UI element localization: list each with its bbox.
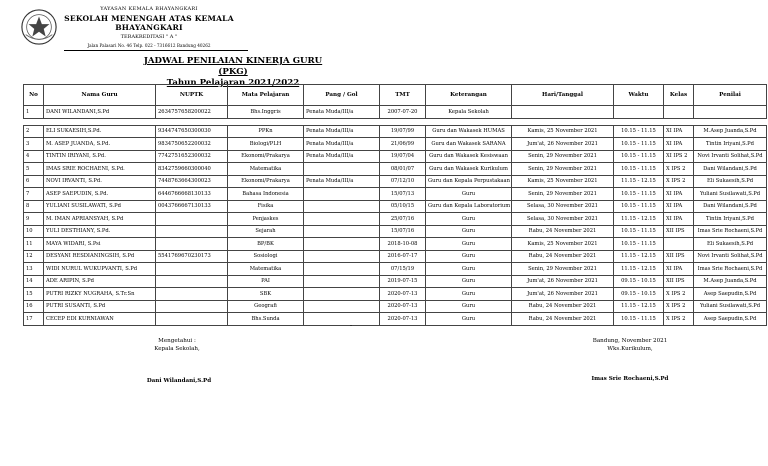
- class-cell: XI IPS 2: [664, 150, 694, 163]
- remark-cell: Guru dan Wakasek SARANA: [426, 138, 512, 151]
- col-nuptk-header: NUPTK: [156, 85, 228, 106]
- day-date-cell: Jum'at, 26 November 2021: [512, 288, 614, 301]
- principal-name: Dani Wilandani,S.Pd: [146, 378, 212, 384]
- subject-cell: Matematika: [228, 263, 304, 276]
- row-no-cell: 5: [24, 163, 44, 176]
- class-cell: [664, 238, 694, 251]
- place-date: Bandung, November 2021: [592, 338, 668, 344]
- rank-cell: [304, 275, 380, 288]
- foundation-name: YAYASAN KEMALA BHAYANGKARI: [100, 6, 198, 12]
- subject-cell: Sejarah: [228, 225, 304, 238]
- day-date-cell: Senin, 29 November 2021: [512, 150, 614, 163]
- assessor-cell: Yuliani Susilawati,S.Pd: [694, 188, 767, 201]
- rank-cell: [304, 225, 380, 238]
- table-row: [24, 213, 767, 226]
- rank-cell: [304, 300, 380, 313]
- tmt-cell: 05/10/15: [380, 200, 426, 213]
- col-keterangan-header: Keterangan: [426, 85, 512, 106]
- row-no-cell: 3: [24, 138, 44, 151]
- rank-cell: [304, 288, 380, 301]
- letterhead-divider: [64, 50, 248, 51]
- assessor-cell: Dani Wilandani,S.Pd: [694, 200, 767, 213]
- nuptk-cell: [156, 238, 228, 251]
- teacher-name-cell: ELI SUKAESIH,S.Pd.: [44, 125, 156, 138]
- time-cell: 10.15 - 11.15: [614, 138, 664, 151]
- teacher-name-cell: YULIANI SUSILAWATI, S.Pd: [44, 200, 156, 213]
- day-date-cell: Rabu, 24 November 2021: [512, 300, 614, 313]
- remark-cell: Guru: [426, 250, 512, 263]
- assessor-cell: Eli Sukaesih,S.Pd: [694, 238, 767, 251]
- rank-cell: [304, 238, 380, 251]
- row-no-cell: 10: [24, 225, 44, 238]
- col-hari-tanggal-header: Hari/Tanggal: [512, 85, 614, 106]
- nuptk-cell: 5541769670230173: [156, 250, 228, 263]
- teacher-name-cell: NOVI IRVANTI, S.Pd.: [44, 175, 156, 188]
- time-cell: 11.15 - 12.15: [614, 300, 664, 313]
- class-cell: XII IPS: [664, 250, 694, 263]
- tmt-cell: 15/07/13: [380, 188, 426, 201]
- teacher-name-cell: PUTRI SUSANTI, S.Pd: [44, 300, 156, 313]
- assessor-cell: Tintin Iriyani,S.Pd: [694, 138, 767, 151]
- table-row: [24, 288, 767, 301]
- rank-cell: [304, 188, 380, 201]
- col-nama-guru-header: Nama Guru: [44, 85, 156, 106]
- teacher-name-cell: WIDI NURUL WUKUPVANTI, S.Pd: [44, 263, 156, 276]
- rank-cell: Penata Muda/III/a: [304, 138, 380, 151]
- assessor-cell: Yuliani Susilawati,S.Pd: [694, 300, 767, 313]
- time-cell: 10.15 - 11.15: [614, 225, 664, 238]
- remark-cell: Guru: [426, 225, 512, 238]
- teacher-name-cell: M. IMAN APRIANSYAH, S.Pd: [44, 213, 156, 226]
- tmt-cell: 2020-07-13: [380, 288, 426, 301]
- title-line-1: JADWAL PENILAIAN KINERJA GURU (PKG): [143, 56, 323, 77]
- letterhead: [18, 4, 234, 52]
- day-date-cell: Rabu, 24 November 2021: [512, 225, 614, 238]
- time-cell: 11.15 - 12.15: [614, 250, 664, 263]
- col-kelas-header: Kelas: [664, 85, 694, 106]
- table-row: [24, 313, 767, 326]
- remark-cell: Kepala Sekolah: [426, 106, 512, 119]
- assessor-cell: M.Asep Juanda,S.Pd: [694, 125, 767, 138]
- teacher-name-cell: MAYA WIDARI, S.Psi: [44, 238, 156, 251]
- subject-cell: Ekonomi/Prakarya: [228, 150, 304, 163]
- separator-mark: -: [350, 322, 353, 329]
- table-header-row: [24, 85, 767, 106]
- time-cell: 10.15 - 11.15: [614, 200, 664, 213]
- table-row: [24, 188, 767, 201]
- teacher-name-cell: YULI DESTHIANY, S.Pd.: [44, 225, 156, 238]
- nuptk-cell: [156, 225, 228, 238]
- nuptk-cell: 7448763664300023: [156, 175, 228, 188]
- assessor-cell: Eli Sukaesih,S.Pd: [694, 175, 767, 188]
- row-no-cell: 12: [24, 250, 44, 263]
- remark-cell: Guru: [426, 313, 512, 326]
- tmt-cell: 2018-10-08: [380, 238, 426, 251]
- time-cell: 10.15 - 11.15: [614, 313, 664, 326]
- day-date-cell: Selasa, 30 November 2021: [512, 213, 614, 226]
- time-cell: 11.15 - 12.15: [614, 263, 664, 276]
- nuptk-cell: [156, 263, 228, 276]
- teacher-name-cell: DESYANI RESDIANINGSIH, S.Pd: [44, 250, 156, 263]
- subject-cell: PAI: [228, 275, 304, 288]
- acknowledged-label: Mengetahui :: [158, 338, 196, 344]
- subject-cell: PPKn: [228, 125, 304, 138]
- row-no-cell: 16: [24, 300, 44, 313]
- nuptk-cell: [156, 213, 228, 226]
- table-row: [24, 200, 767, 213]
- time-cell: 10.15 - 11.15: [614, 125, 664, 138]
- remark-cell: Guru dan Wakasek Kurikulum: [426, 163, 512, 176]
- day-date-cell: Senin, 29 November 2021: [512, 188, 614, 201]
- row-no-cell: 15: [24, 288, 44, 301]
- assessor-cell: Novi Irvanti Solihat,S.Pd: [694, 250, 767, 263]
- subject-cell: Bhs.Inggris: [228, 106, 304, 119]
- rank-cell: Penata Muda/III/a: [304, 150, 380, 163]
- school-name: SEKOLAH MENENGAH ATAS KEMALA BHAYANGKARI: [64, 14, 234, 32]
- day-date-cell: Rabu, 24 November 2021: [512, 313, 614, 326]
- row-no-cell: 9: [24, 213, 44, 226]
- schedule-table: [23, 84, 767, 326]
- nuptk-cell: 2634757658200022: [156, 106, 228, 119]
- table-row: [24, 125, 767, 138]
- nuptk-cell: 6446766668130133: [156, 188, 228, 201]
- assessor-cell: Novi Irvanti Solihat,S.Pd: [694, 150, 767, 163]
- tmt-cell: 2016-07-17: [380, 250, 426, 263]
- rank-cell: [304, 200, 380, 213]
- day-date-cell: Senin, 29 November 2021: [512, 263, 614, 276]
- class-cell: X IPS 2: [664, 288, 694, 301]
- subject-cell: SBK: [228, 288, 304, 301]
- tmt-cell: 19/07/99: [380, 125, 426, 138]
- class-cell: X IPS 2: [664, 313, 694, 326]
- signature-left: [142, 337, 212, 353]
- remark-cell: Guru: [426, 213, 512, 226]
- remark-cell: Guru dan Wakasek HUMAS: [426, 125, 512, 138]
- time-cell: [614, 106, 664, 119]
- day-date-cell: Kamis, 25 November 2021: [512, 175, 614, 188]
- teacher-name-cell: TINTIN IRIYANI, S.Pd.: [44, 150, 156, 163]
- teacher-name-cell: IMAS SRIE ROCHAENI, S.Pd.: [44, 163, 156, 176]
- table-row: [24, 163, 767, 176]
- remark-cell: Guru dan Kepala Laboratorium: [426, 200, 512, 213]
- tmt-cell: 2007-07-20: [380, 106, 426, 119]
- accreditation: TERAKREDITASI " A ": [120, 34, 178, 40]
- time-cell: 10.15 - 11.15: [614, 238, 664, 251]
- row-no-cell: 17: [24, 313, 44, 326]
- subject-cell: Bahasa Indonesia: [228, 188, 304, 201]
- tmt-cell: 19/07/04: [380, 150, 426, 163]
- assessor-cell: Imas Srie Rochaeni,S.Pd: [694, 263, 767, 276]
- tmt-cell: 2020-07-13: [380, 300, 426, 313]
- time-cell: 10.15 - 11.15: [614, 188, 664, 201]
- spacer-cell: [24, 118, 767, 125]
- col-pang-gol-header: Pang / Gol: [304, 85, 380, 106]
- remark-cell: Guru: [426, 300, 512, 313]
- tmt-cell: 15/07/16: [380, 225, 426, 238]
- teacher-name-cell: PUTRI RIZKY NUGRAHA, S.Tr.Sn: [44, 288, 156, 301]
- teacher-name-cell: ADE ARIPIN, S.Pd: [44, 275, 156, 288]
- rank-cell: [304, 213, 380, 226]
- day-date-cell: Jum'at, 26 November 2021: [512, 275, 614, 288]
- remark-cell: Guru: [426, 263, 512, 276]
- day-date-cell: [512, 106, 614, 119]
- rank-cell: [304, 313, 380, 326]
- assessor-cell: M.Asep Juanda,S.Pd: [694, 275, 767, 288]
- row-no-cell: 1: [24, 106, 44, 119]
- rank-cell: Penata Muda/III/a: [304, 175, 380, 188]
- class-cell: XI IPA: [664, 263, 694, 276]
- title-line-2: Tahun Pelajaran 2021/2022: [166, 78, 300, 88]
- tmt-cell: 07/15/19: [380, 263, 426, 276]
- rank-cell: Penata Muda/III/a: [304, 106, 380, 119]
- class-cell: XI IPA: [664, 188, 694, 201]
- subject-cell: Fisika: [228, 200, 304, 213]
- nuptk-cell: 9834750652200032: [156, 138, 228, 151]
- curriculum-name: Imas Srie Rochaeni,S.Pd: [591, 376, 669, 382]
- class-cell: X IPS 2: [664, 163, 694, 176]
- tmt-cell: 2020-07-13: [380, 313, 426, 326]
- assessor-cell: Dani Wilandani,S.Pd: [694, 163, 767, 176]
- subject-cell: Ekonomi/Prakarya: [228, 175, 304, 188]
- class-cell: X IPS 2: [664, 300, 694, 313]
- subject-cell: BP/BK: [228, 238, 304, 251]
- remark-cell: Guru dan Wakasek Kesiswaan: [426, 150, 512, 163]
- rank-cell: Penata Muda/III/a: [304, 125, 380, 138]
- subject-cell: Biologi/PLH: [228, 138, 304, 151]
- table-row: [24, 238, 767, 251]
- remark-cell: Guru dan Kepala Perpustakaan: [426, 175, 512, 188]
- table-row: [24, 106, 767, 119]
- table-row: [24, 263, 767, 276]
- subject-cell: Penjaskes: [228, 213, 304, 226]
- time-cell: 11.15 - 12.15: [614, 175, 664, 188]
- subject-cell: Sosiologi: [228, 250, 304, 263]
- row-no-cell: 11: [24, 238, 44, 251]
- time-cell: 10.15 - 11.15: [614, 150, 664, 163]
- row-no-cell: 7: [24, 188, 44, 201]
- table-row: [24, 175, 767, 188]
- tmt-cell: 08/01/07: [380, 163, 426, 176]
- class-cell: XI IPA: [664, 125, 694, 138]
- day-date-cell: Jum'at, 26 November 2021: [512, 138, 614, 151]
- school-logo-icon: [20, 8, 58, 46]
- col-mata-pelajaran-header: Mata Pelajaran: [228, 85, 304, 106]
- subject-cell: Matematika: [228, 163, 304, 176]
- assessor-cell: Imas Srie Rochaeni,S.Pd: [694, 225, 767, 238]
- time-cell: 10.15 - 11.15: [614, 163, 664, 176]
- time-cell: 09.15 - 10.15: [614, 275, 664, 288]
- teacher-name-cell: CECEP EDI KURNIAWAN: [44, 313, 156, 326]
- nuptk-cell: [156, 275, 228, 288]
- teacher-name-cell: ASEP SAEPUDIN, S.Pd.: [44, 188, 156, 201]
- principal-title: Kepala Sekolah,: [154, 346, 200, 352]
- remark-cell: Guru: [426, 238, 512, 251]
- nuptk-cell: 0043766667130133: [156, 200, 228, 213]
- row-no-cell: 8: [24, 200, 44, 213]
- day-date-cell: Kamis, 25 November 2021: [512, 238, 614, 251]
- tmt-cell: 21/06/99: [380, 138, 426, 151]
- row-no-cell: 13: [24, 263, 44, 276]
- table-row: [24, 300, 767, 313]
- school-address: Jalan Palasari No. 46 Telp. 022 - 7316612 Bandung 40262: [87, 43, 211, 48]
- col-penilai-header: Penilai: [694, 85, 767, 106]
- subject-cell: Bhs.Sunda: [228, 313, 304, 326]
- col-no-header: No: [24, 85, 44, 106]
- nuptk-cell: [156, 313, 228, 326]
- time-cell: 09.15 - 10.15: [614, 288, 664, 301]
- time-cell: 11.15 - 12.15: [614, 213, 664, 226]
- class-cell: [664, 106, 694, 119]
- day-date-cell: Kamis, 25 November 2021: [512, 125, 614, 138]
- day-date-cell: Senin, 29 November 2021: [512, 163, 614, 176]
- class-cell: XI IPA: [664, 138, 694, 151]
- col-waktu-header: Waktu: [614, 85, 664, 106]
- day-date-cell: Selasa, 30 November 2021: [512, 200, 614, 213]
- class-cell: XII IPS: [664, 275, 694, 288]
- nuptk-cell: 9344747650300030: [156, 125, 228, 138]
- row-no-cell: 4: [24, 150, 44, 163]
- rank-cell: [304, 263, 380, 276]
- table-row: [24, 275, 767, 288]
- rank-cell: [304, 250, 380, 263]
- table-row: [24, 138, 767, 151]
- subject-cell: Geografi: [228, 300, 304, 313]
- nuptk-cell: 7742751652300032: [156, 150, 228, 163]
- row-no-cell: 6: [24, 175, 44, 188]
- nuptk-cell: [156, 288, 228, 301]
- day-date-cell: Rabu, 24 November 2021: [512, 250, 614, 263]
- class-cell: X IPS 2: [664, 175, 694, 188]
- assessor-cell: Tintin Iriyani,S.Pd: [694, 213, 767, 226]
- signature-right: [580, 337, 680, 353]
- tmt-cell: 25/07/16: [380, 213, 426, 226]
- assessor-cell: [694, 106, 767, 119]
- row-no-cell: 14: [24, 275, 44, 288]
- assessor-cell: Asep Saepudin,S.Pd: [694, 313, 767, 326]
- nuptk-cell: [156, 300, 228, 313]
- row-no-cell: 2: [24, 125, 44, 138]
- class-cell: XI IPA: [664, 200, 694, 213]
- curriculum-title: Wks.Kurikulum,: [607, 346, 653, 352]
- spacer-row: [24, 118, 767, 125]
- table-row: [24, 250, 767, 263]
- tmt-cell: 2019-07-15: [380, 275, 426, 288]
- remark-cell: Guru: [426, 188, 512, 201]
- table-row: [24, 150, 767, 163]
- nuptk-cell: 8342759660300040: [156, 163, 228, 176]
- tmt-cell: 07/12/10: [380, 175, 426, 188]
- remark-cell: Guru: [426, 288, 512, 301]
- assessor-cell: Asep Saepudin,S.Pd: [694, 288, 767, 301]
- remark-cell: Guru: [426, 275, 512, 288]
- class-cell: XI IPA: [664, 213, 694, 226]
- teacher-name-cell: DANI WILANDANI,S.Pd: [44, 106, 156, 119]
- col-tmt-header: TMT: [380, 85, 426, 106]
- table-row: [24, 225, 767, 238]
- table-body: [24, 106, 767, 326]
- rank-cell: [304, 163, 380, 176]
- class-cell: XII IPS: [664, 225, 694, 238]
- teacher-name-cell: M. ASEP JUANDA, S.Pd.: [44, 138, 156, 151]
